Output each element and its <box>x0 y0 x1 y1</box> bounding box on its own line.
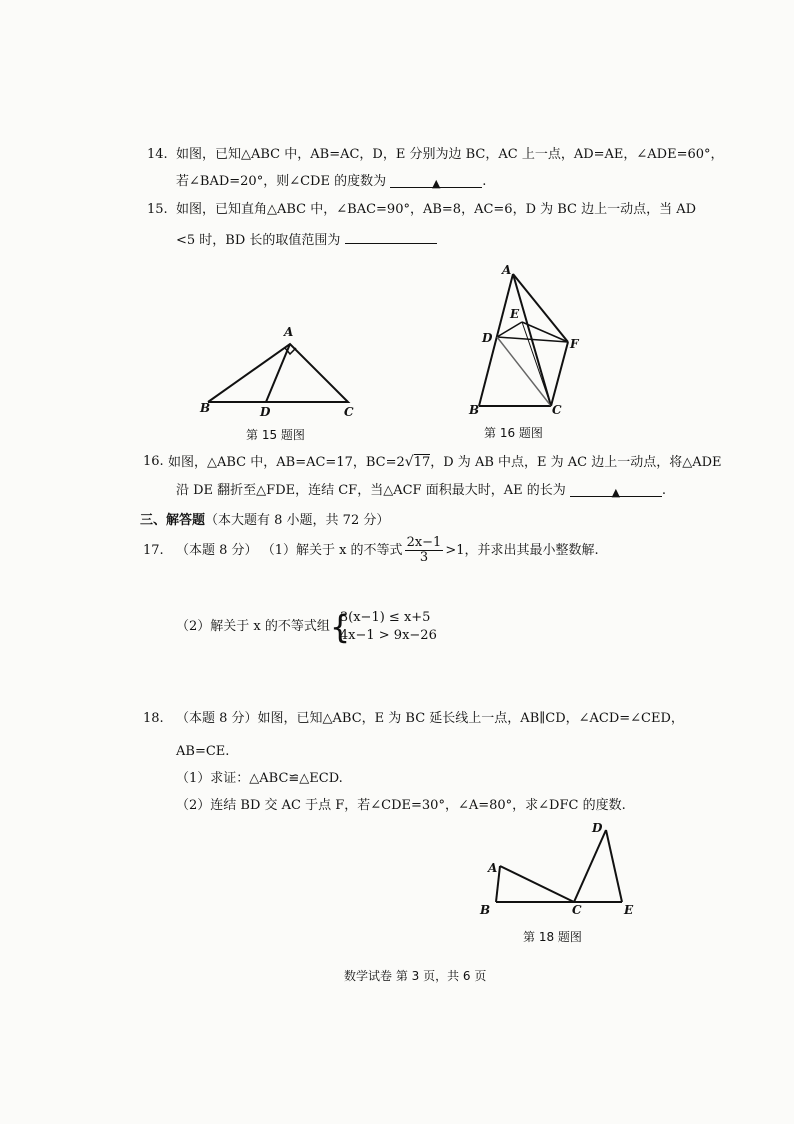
q17-fraction-denominator: 3 <box>419 550 429 565</box>
q17-part2-text: （2）解关于 x 的不等式组 <box>176 619 330 634</box>
q14-end: . <box>482 174 487 189</box>
q14-text-line1: 如图，已知△ABC 中，AB=AC，D，E 分别为边 BC，AC 上一点，AD=AE，∠ADE=60°， <box>176 147 724 162</box>
fig15-label-b: B <box>200 401 211 415</box>
q15-number: 15. <box>147 202 168 217</box>
q17-fraction <box>405 536 444 565</box>
q15-answer-blank[interactable] <box>345 229 437 244</box>
q17-number: 17. <box>143 543 164 558</box>
q17-score: （本题 8 分） <box>176 543 258 558</box>
section-3-heading <box>140 512 389 530</box>
q15-line2-text: <5 时，BD 长的取值范围为 <box>176 233 341 248</box>
answer-marker-icon: ▲ <box>611 486 621 499</box>
figure-15 <box>190 318 370 428</box>
q18-text-line1 <box>176 710 684 728</box>
sqrt-icon: √ <box>404 454 414 470</box>
section-3-note: （本大题有 8 小题，共 72 分） <box>205 513 390 528</box>
fig18-label-e: E <box>624 903 634 917</box>
q18-score: （本题 8 分） <box>176 711 258 726</box>
q16-line1-part-a: 如图，△ABC 中，AB=AC=17，BC=2 <box>168 455 405 470</box>
fig18-label-a: A <box>488 861 498 875</box>
q18-text-line2: AB=CE. <box>176 744 230 759</box>
q16-text-line2 <box>176 482 666 500</box>
q16-text-line1 <box>168 453 722 472</box>
q17-part1-text: （1）解关于 x 的不等式 <box>261 543 403 558</box>
fig18-caption: 第 18 题图 <box>523 930 582 944</box>
fig16-segment-ec <box>522 322 551 406</box>
fig18-label-d: D <box>592 821 603 835</box>
fig16-caption: 第 16 题图 <box>484 426 543 440</box>
q17-part1 <box>176 535 599 567</box>
fig15-caption: 第 15 题图 <box>246 428 305 442</box>
fig18-side-cd <box>574 830 606 902</box>
fig16-label-d: D <box>482 331 493 345</box>
fig16-label-e: E <box>510 307 520 321</box>
figure-16 <box>466 262 586 418</box>
q14-line2-text: 若∠BAD=20°，则∠CDE 的度数为 <box>176 174 387 189</box>
q17-part2 <box>176 607 437 647</box>
q14-text-line2 <box>176 173 486 191</box>
q18-part2: （2）连结 BD 交 AC 于点 F，若∠CDE=30°，∠A=80°，求∠DFC 的度数. <box>176 798 626 813</box>
q17-system-line1: 3(x−1) ≤ x+5 <box>339 609 431 625</box>
fig16-label-f: F <box>570 337 579 351</box>
q17-inequality-system <box>330 609 437 645</box>
q16-line1-part-b: ，D 为 AB 中点，E 为 AC 边上一动点，将△ADE <box>430 455 722 470</box>
section-3-title: 三、解答题 <box>140 513 206 528</box>
q16-end: . <box>661 483 666 498</box>
page-footer: 数学试卷 第 3 页，共 6 页 <box>344 969 487 983</box>
fig16-label-c: C <box>552 403 562 417</box>
q17-part1-suffix: >1，并求出其最小整数解. <box>445 543 599 558</box>
fig18-side-de <box>606 830 622 902</box>
q14-number: 14. <box>147 147 168 162</box>
q17-fraction-numerator: 2x−1 <box>406 535 442 550</box>
fig16-segment-dc <box>497 337 551 406</box>
fig18-label-b: B <box>480 903 491 917</box>
fig16-label-b: B <box>469 403 480 417</box>
q15-text-line2 <box>176 229 437 250</box>
q18-line1-text: 如图，已知△ABC，E 为 BC 延长线上一点，AB∥CD，∠ACD=∠CED， <box>257 711 684 726</box>
figure-18 <box>474 816 644 920</box>
q15-text-line1: 如图，已知直角△ABC 中，∠BAC=90°，AB=8，AC=6，D 为 BC 边上一动点，当 AD <box>176 202 697 217</box>
fig16-segment-af <box>513 274 568 342</box>
fig15-label-d: D <box>260 405 271 419</box>
fig15-label-a: A <box>284 325 294 339</box>
fig16-label-a: A <box>502 263 512 277</box>
q18-number: 18. <box>143 711 164 726</box>
q14-answer-blank[interactable] <box>390 173 482 188</box>
brace-icon: { <box>329 607 351 646</box>
q16-answer-blank[interactable] <box>570 482 662 497</box>
q16-sqrt-value: 17 <box>413 455 431 470</box>
fig15-label-c: C <box>344 405 354 419</box>
fig18-label-c: C <box>572 903 582 917</box>
q16-number: 16. <box>143 454 164 469</box>
fig16-segment-fc <box>551 342 568 406</box>
answer-marker-icon: ▲ <box>431 177 441 190</box>
q17-system-line2: 4x−1 > 9x−26 <box>339 627 437 643</box>
fig18-side-ac <box>500 866 574 902</box>
q18-part1: （1）求证：△ABC≌△ECD. <box>176 771 343 786</box>
q16-line2-text: 沿 DE 翻折至△FDE，连结 CF，当△ACF 面积最大时，AE 的长为 <box>176 483 566 498</box>
